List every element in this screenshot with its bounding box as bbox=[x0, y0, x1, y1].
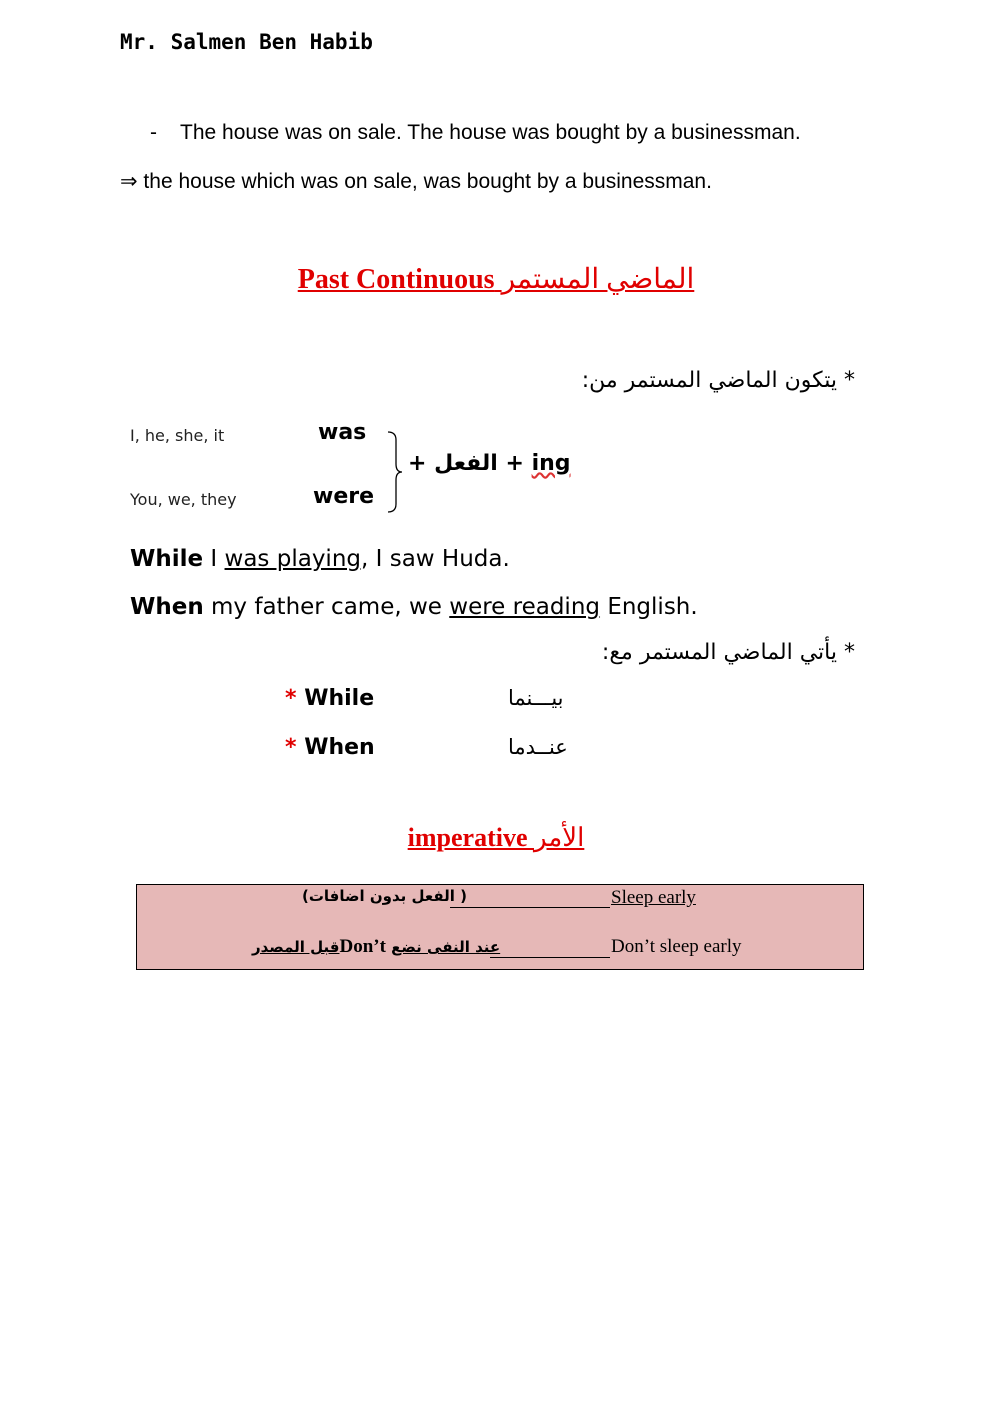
star-icon: * bbox=[285, 686, 297, 711]
plus-sign: + bbox=[408, 451, 427, 476]
negative-example: Don’t sleep early bbox=[611, 936, 742, 957]
plus-sign: + bbox=[505, 451, 524, 476]
negative-rule-ar: قبل المصدر bbox=[252, 938, 340, 956]
heading-en: Past Continuous bbox=[297, 264, 495, 295]
heading-ar: الأمر bbox=[534, 823, 585, 852]
comes-with-label: * يأتي الماضي المستمر مع: bbox=[601, 640, 855, 665]
verb-underlined: was playing bbox=[224, 546, 361, 572]
imperative-heading bbox=[0, 823, 992, 853]
conjunction-en: When bbox=[304, 735, 375, 760]
aux-was: was bbox=[318, 420, 367, 445]
example-text: my father came, we bbox=[203, 594, 450, 620]
heading-ar: الماضي المستمر bbox=[501, 264, 695, 295]
conj-while: While bbox=[130, 546, 204, 572]
example-while bbox=[130, 546, 510, 572]
past-continuous-heading bbox=[0, 262, 992, 296]
example-text: I bbox=[203, 546, 225, 572]
author-name: Mr. Salmen Ben Habib bbox=[120, 30, 373, 54]
star-icon: * bbox=[285, 735, 297, 760]
aux-were: were bbox=[313, 484, 375, 509]
heading-en: imperative bbox=[407, 823, 528, 852]
example-result: ⇒ the house which was on sale, was bought by a businessman. bbox=[120, 170, 712, 193]
dont-word: Don’t bbox=[339, 936, 386, 957]
conj-when: When bbox=[130, 594, 204, 620]
conjunction-ar: بيـــنما bbox=[508, 686, 564, 710]
formula-ing: ing bbox=[531, 451, 571, 476]
conjunction-en: While bbox=[304, 686, 375, 711]
example-text: , I saw Huda. bbox=[361, 546, 510, 572]
formed-from-label: * يتكون الماضي المستمر من: bbox=[581, 368, 855, 393]
subjects-singular: I, he, she, it bbox=[130, 426, 225, 445]
example-sentence bbox=[150, 121, 801, 145]
conjunction-ar: عنــدما bbox=[508, 735, 568, 759]
formula bbox=[408, 451, 571, 476]
conjunction-item bbox=[285, 686, 374, 711]
formula-verb: الفعل bbox=[434, 451, 498, 476]
example-when bbox=[130, 594, 698, 620]
underline-rule bbox=[450, 907, 610, 908]
example-sentence-text: The house was on sale. The house was bought by a businessman. bbox=[180, 121, 801, 144]
negative-rule-ar: عند النفى نضع bbox=[391, 938, 501, 956]
brace-icon bbox=[384, 430, 404, 514]
example-text: English. bbox=[600, 594, 698, 620]
verb-underlined: were reading bbox=[449, 594, 601, 620]
subjects-plural: You, we, they bbox=[130, 490, 237, 509]
conjunction-item bbox=[285, 735, 375, 760]
bullet-dash: - bbox=[150, 121, 157, 144]
negative-rule bbox=[252, 936, 500, 958]
imperative-rule-ar: ( الفعل بدون اضافات) bbox=[302, 887, 468, 905]
imperative-example: Sleep early bbox=[611, 887, 696, 908]
underline-rule bbox=[490, 957, 610, 958]
